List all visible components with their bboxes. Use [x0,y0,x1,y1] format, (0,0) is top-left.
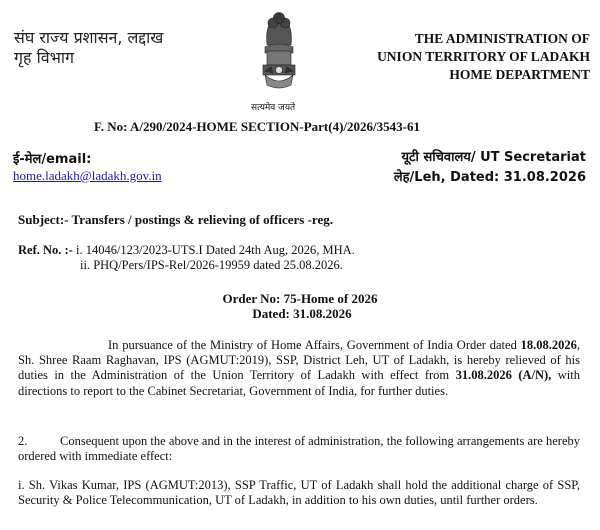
english-header-line2: UNION TERRITORY OF LADAKH [377,49,590,64]
national-emblem-icon [253,5,305,101]
order-number: Order No: 75-Home of 2026 [222,291,378,306]
hindi-header-line2: गृह विभाग [14,48,75,67]
english-header [377,30,590,84]
paragraph-3: i. Sh. Vikas Kumar, IPS (AGMUT:2013), SSP Traffic, UT of Ladakh shall hold the additional charge of SSP, Security & Police Telecommunication, UT of Ladakh, in addition to his own duties, until further orders. [18,478,580,508]
emblem-motto: सत्यमेव जयते [251,103,296,113]
para1-effective-date: 31.08.2026 (A/N), [455,368,552,383]
para2-number: 2. [18,434,28,448]
place-date: लेह/Leh, Dated: 31.08.2026 [393,170,586,185]
english-header-line1: THE ADMINISTRATION OF [414,31,590,46]
para1-date: 18.08.2026 [520,338,577,352]
office-line: यूटी सचिवालय/ UT Secretariat [401,150,586,165]
office-address [394,148,586,188]
para1-text-1: In pursuance of the Ministry of Home Affairs, Government of India Order dated [108,338,521,352]
reference-block [18,243,355,273]
paragraph-1 [18,338,580,399]
reference-1: i. 14046/123/2023-UTS.I Dated 24th Aug, 2026, MHA. [75,243,355,257]
para1-text-3: with directions to report to the Cabinet Secretariat, Government of India, for further duties. [18,368,580,398]
reference-2: ii. PHQ/Pers/IPS-Rel/2026-19959 dated 25.08.2026. [80,258,343,272]
email-link[interactable]: home.ladakh@ladakh.gov.in [13,168,162,183]
subject-line: Subject:- Transfers / postings & relieving of officers -reg. [18,212,333,227]
english-header-line3: HOME DEPARTMENT [449,67,590,82]
para2-text: Consequent upon the above and in the interest of administration, the following arrangements are hereby ordered with immediate effect: [18,434,580,464]
order-heading [0,291,600,321]
hindi-header-line1: संघ राज्य प्रशासन, लद्दाख [14,28,164,47]
file-number: F. No: A/290/2024-HOME SECTION-Part(4)/2026/3543-61 [94,119,420,134]
reference-label: Ref. No. :- [18,243,73,257]
paragraph-2 [18,434,580,464]
order-date: Dated: 31.08.2026 [252,306,352,321]
para1-text-2: , Sh. Shree Raam Raghavan, IPS (AGMUT:2019), SSP, District Leh, UT of Ladakh, is hereby relieved of his duties in the Administration of the Union Territory of Ladakh with effect from [18,338,580,383]
hindi-header [14,28,163,68]
email-label: ई-मेल/email: [13,152,92,167]
